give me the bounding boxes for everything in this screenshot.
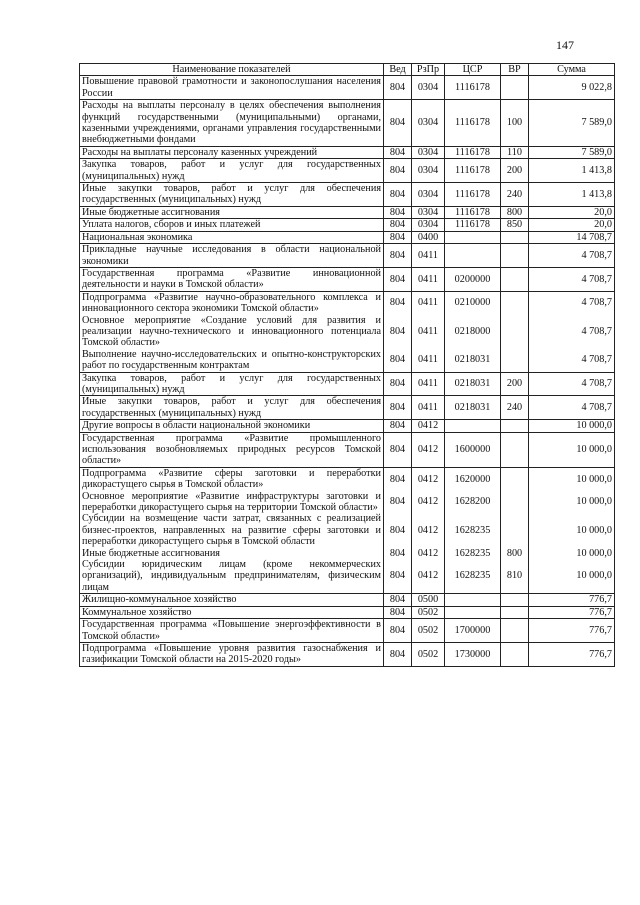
table-row <box>80 244 615 268</box>
row-vr <box>501 349 529 372</box>
row-sum: 4 708,7 <box>529 244 615 268</box>
table-row <box>80 100 615 147</box>
row-sum: 20,0 <box>529 206 615 218</box>
row-rzpr: 0412 <box>412 559 445 594</box>
row-vr: 110 <box>501 146 529 158</box>
row-name: Выполнение научно-исследовательских и опытно-конструкторских работ по государственным контрактам <box>80 349 384 372</box>
row-rzpr: 0304 <box>412 146 445 158</box>
row-csr: 1600000 <box>445 432 501 467</box>
row-sum: 10 000,0 <box>529 432 615 467</box>
row-csr: 0218031 <box>445 396 501 420</box>
table-row <box>80 159 615 183</box>
table-row <box>80 619 615 643</box>
row-name: Подпрограмма «Развитие научно-образовательного комплекса и инновационного сектора экономики Томской области» <box>80 291 384 314</box>
row-vr <box>501 432 529 467</box>
row-name: Подпрограмма «Развитие сферы заготовки и переработки дикорастущего сырья в Томской области» <box>80 467 384 490</box>
row-sum: 776,7 <box>529 594 615 606</box>
row-rzpr: 0304 <box>412 159 445 183</box>
row-ved: 804 <box>384 642 412 666</box>
table-row <box>80 642 615 666</box>
row-sum: 10 000,0 <box>529 491 615 514</box>
table-row <box>80 606 615 618</box>
row-vr <box>501 244 529 268</box>
row-name: Субсидии на возмещение части затрат, связанных с реализацией бизнес-проектов, направленных на развитие сферы заготовки и переработки дикорастущего сырья в Томской области <box>80 513 384 547</box>
row-ved: 804 <box>384 159 412 183</box>
row-ved: 804 <box>384 315 412 349</box>
row-sum: 7 589,0 <box>529 100 615 147</box>
row-ved: 804 <box>384 349 412 372</box>
row-rzpr: 0304 <box>412 76 445 100</box>
row-csr: 0218031 <box>445 372 501 396</box>
row-name: Расходы на выплаты персоналу казенных учреждений <box>80 146 384 158</box>
row-vr: 200 <box>501 372 529 396</box>
row-ved: 804 <box>384 467 412 490</box>
row-vr <box>501 606 529 618</box>
row-ved: 804 <box>384 513 412 547</box>
table-row <box>80 396 615 420</box>
row-sum: 776,7 <box>529 619 615 643</box>
page-number: 147 <box>556 38 574 52</box>
row-rzpr: 0500 <box>412 594 445 606</box>
row-name: Уплата налогов, сборов и иных платежей <box>80 219 384 231</box>
row-rzpr: 0411 <box>412 396 445 420</box>
row-sum: 776,7 <box>529 606 615 618</box>
table-row <box>80 513 615 547</box>
row-rzpr: 0411 <box>412 372 445 396</box>
row-sum: 14 708,7 <box>529 231 615 243</box>
row-csr <box>445 244 501 268</box>
row-csr: 1628235 <box>445 559 501 594</box>
row-name: Другие вопросы в области национальной экономики <box>80 420 384 432</box>
row-rzpr: 0304 <box>412 183 445 207</box>
row-ved: 804 <box>384 559 412 594</box>
row-vr <box>501 267 529 291</box>
row-vr: 800 <box>501 548 529 559</box>
row-rzpr: 0411 <box>412 291 445 314</box>
budget-table <box>79 63 615 667</box>
row-rzpr: 0411 <box>412 267 445 291</box>
table-row <box>80 420 615 432</box>
row-sum: 776,7 <box>529 642 615 666</box>
row-rzpr: 0412 <box>412 432 445 467</box>
row-vr: 240 <box>501 396 529 420</box>
table-row <box>80 491 615 514</box>
row-sum: 10 000,0 <box>529 513 615 547</box>
row-ved: 804 <box>384 491 412 514</box>
row-vr <box>501 491 529 514</box>
table-row <box>80 219 615 231</box>
row-csr: 1116178 <box>445 219 501 231</box>
row-name: Государственная программа «Развитие промышленного использования возобновляемых природных ресурсов Томской области» <box>80 432 384 467</box>
row-sum: 10 000,0 <box>529 548 615 559</box>
row-vr <box>501 231 529 243</box>
row-vr <box>501 513 529 547</box>
table-row <box>80 315 615 349</box>
row-csr: 0200000 <box>445 267 501 291</box>
row-ved: 804 <box>384 219 412 231</box>
table-row <box>80 548 615 559</box>
header-vr: ВР <box>501 64 529 76</box>
row-rzpr: 0304 <box>412 219 445 231</box>
row-ved: 804 <box>384 396 412 420</box>
row-csr: 1700000 <box>445 619 501 643</box>
table-row <box>80 467 615 490</box>
row-csr: 1116178 <box>445 206 501 218</box>
row-csr: 1628235 <box>445 513 501 547</box>
row-rzpr: 0304 <box>412 100 445 147</box>
row-sum: 10 000,0 <box>529 467 615 490</box>
row-rzpr: 0502 <box>412 642 445 666</box>
row-sum: 10 000,0 <box>529 420 615 432</box>
row-name: Субсидии юридическим лицам (кроме некоммерческих организаций), индивидуальным предпринимателям, физическим лицам <box>80 559 384 594</box>
row-rzpr: 0400 <box>412 231 445 243</box>
row-rzpr: 0304 <box>412 206 445 218</box>
row-name: Коммунальное хозяйство <box>80 606 384 618</box>
row-csr: 0210000 <box>445 291 501 314</box>
row-csr: 0218000 <box>445 315 501 349</box>
row-rzpr: 0411 <box>412 244 445 268</box>
row-ved: 804 <box>384 420 412 432</box>
row-vr <box>501 467 529 490</box>
header-name: Наименование показателей <box>80 64 384 76</box>
row-rzpr: 0412 <box>412 548 445 559</box>
row-sum: 20,0 <box>529 219 615 231</box>
row-name: Закупка товаров, работ и услуг для государственных (муниципальных) нужд <box>80 372 384 396</box>
row-vr <box>501 594 529 606</box>
row-name: Национальная экономика <box>80 231 384 243</box>
row-vr: 810 <box>501 559 529 594</box>
row-sum: 1 413,8 <box>529 183 615 207</box>
row-vr: 800 <box>501 206 529 218</box>
table-header-row <box>80 64 615 76</box>
row-name: Основное мероприятие «Создание условий для развития и реализации научно-технического и инновационного потенциала Томской области» <box>80 315 384 349</box>
header-csr: ЦСР <box>445 64 501 76</box>
row-sum: 4 708,7 <box>529 315 615 349</box>
row-sum: 4 708,7 <box>529 372 615 396</box>
row-name: Основное мероприятие «Развитие инфраструктуры заготовки и переработки дикорастущего сырья на территории Томской области» <box>80 491 384 514</box>
row-name: Прикладные научные исследования в области национальной экономики <box>80 244 384 268</box>
header-ved: Вед <box>384 64 412 76</box>
row-ved: 804 <box>384 291 412 314</box>
row-csr: 1116178 <box>445 146 501 158</box>
row-name: Иные закупки товаров, работ и услуг для обеспечения государственных (муниципальных) нужд <box>80 396 384 420</box>
row-rzpr: 0412 <box>412 513 445 547</box>
row-csr: 1620000 <box>445 467 501 490</box>
row-csr: 0218031 <box>445 349 501 372</box>
row-csr <box>445 594 501 606</box>
row-vr <box>501 315 529 349</box>
header-rzpr: РзПр <box>412 64 445 76</box>
row-name: Подпрограмма «Повышение уровня развития газоснабжения и газификации Томской области на 2015-2020 годы» <box>80 642 384 666</box>
row-sum: 10 000,0 <box>529 559 615 594</box>
table-row <box>80 146 615 158</box>
row-ved: 804 <box>384 231 412 243</box>
row-sum: 7 589,0 <box>529 146 615 158</box>
row-vr: 200 <box>501 159 529 183</box>
row-ved: 804 <box>384 432 412 467</box>
row-rzpr: 0412 <box>412 491 445 514</box>
table-row <box>80 183 615 207</box>
row-rzpr: 0412 <box>412 420 445 432</box>
table-row <box>80 206 615 218</box>
row-sum: 4 708,7 <box>529 267 615 291</box>
row-rzpr: 0502 <box>412 619 445 643</box>
row-vr <box>501 291 529 314</box>
table-row <box>80 291 615 314</box>
row-vr: 240 <box>501 183 529 207</box>
row-csr: 1730000 <box>445 642 501 666</box>
row-ved: 804 <box>384 76 412 100</box>
row-ved: 804 <box>384 244 412 268</box>
table-row <box>80 559 615 594</box>
row-sum: 4 708,7 <box>529 291 615 314</box>
row-name: Расходы на выплаты персоналу в целях обеспечения выполнения функций государственными (муниципальными) органами, казенными учреждениями, органами управления государственными внебюджетными фондами <box>80 100 384 147</box>
row-csr <box>445 231 501 243</box>
row-sum: 1 413,8 <box>529 159 615 183</box>
row-vr <box>501 76 529 100</box>
row-name: Иные бюджетные ассигнования <box>80 548 384 559</box>
row-csr <box>445 606 501 618</box>
row-ved: 804 <box>384 267 412 291</box>
row-ved: 804 <box>384 206 412 218</box>
row-ved: 804 <box>384 372 412 396</box>
row-rzpr: 0412 <box>412 467 445 490</box>
header-sum: Сумма <box>529 64 615 76</box>
row-ved: 804 <box>384 594 412 606</box>
row-csr: 1628200 <box>445 491 501 514</box>
row-ved: 804 <box>384 619 412 643</box>
table-row <box>80 349 615 372</box>
row-vr: 850 <box>501 219 529 231</box>
row-csr: 1628235 <box>445 548 501 559</box>
row-csr <box>445 420 501 432</box>
row-vr <box>501 420 529 432</box>
table-row <box>80 76 615 100</box>
row-vr: 100 <box>501 100 529 147</box>
row-name: Государственная программа «Развитие инновационной деятельности и науки в Томской области» <box>80 267 384 291</box>
row-rzpr: 0411 <box>412 315 445 349</box>
row-name: Иные бюджетные ассигнования <box>80 206 384 218</box>
table-row <box>80 231 615 243</box>
row-sum: 4 708,7 <box>529 396 615 420</box>
row-name: Государственная программа «Повышение энергоэффективности в Томской области» <box>80 619 384 643</box>
row-ved: 804 <box>384 146 412 158</box>
row-name: Иные закупки товаров, работ и услуг для обеспечения государственных (муниципальных) нужд <box>80 183 384 207</box>
row-ved: 804 <box>384 100 412 147</box>
row-csr: 1116178 <box>445 159 501 183</box>
row-rzpr: 0411 <box>412 349 445 372</box>
row-csr: 1116178 <box>445 76 501 100</box>
row-vr <box>501 642 529 666</box>
row-ved: 804 <box>384 183 412 207</box>
table-row <box>80 372 615 396</box>
row-name: Закупка товаров, работ и услуг для государственных (муниципальных) нужд <box>80 159 384 183</box>
row-csr: 1116178 <box>445 183 501 207</box>
row-sum: 9 022,8 <box>529 76 615 100</box>
row-name: Жилищно-коммунальное хозяйство <box>80 594 384 606</box>
table-row <box>80 267 615 291</box>
row-name: Повышение правовой грамотности и законопослушания населения России <box>80 76 384 100</box>
row-ved: 804 <box>384 606 412 618</box>
row-rzpr: 0502 <box>412 606 445 618</box>
row-sum: 4 708,7 <box>529 349 615 372</box>
table-row <box>80 432 615 467</box>
row-csr: 1116178 <box>445 100 501 147</box>
row-ved: 804 <box>384 548 412 559</box>
table-row <box>80 594 615 606</box>
row-vr <box>501 619 529 643</box>
